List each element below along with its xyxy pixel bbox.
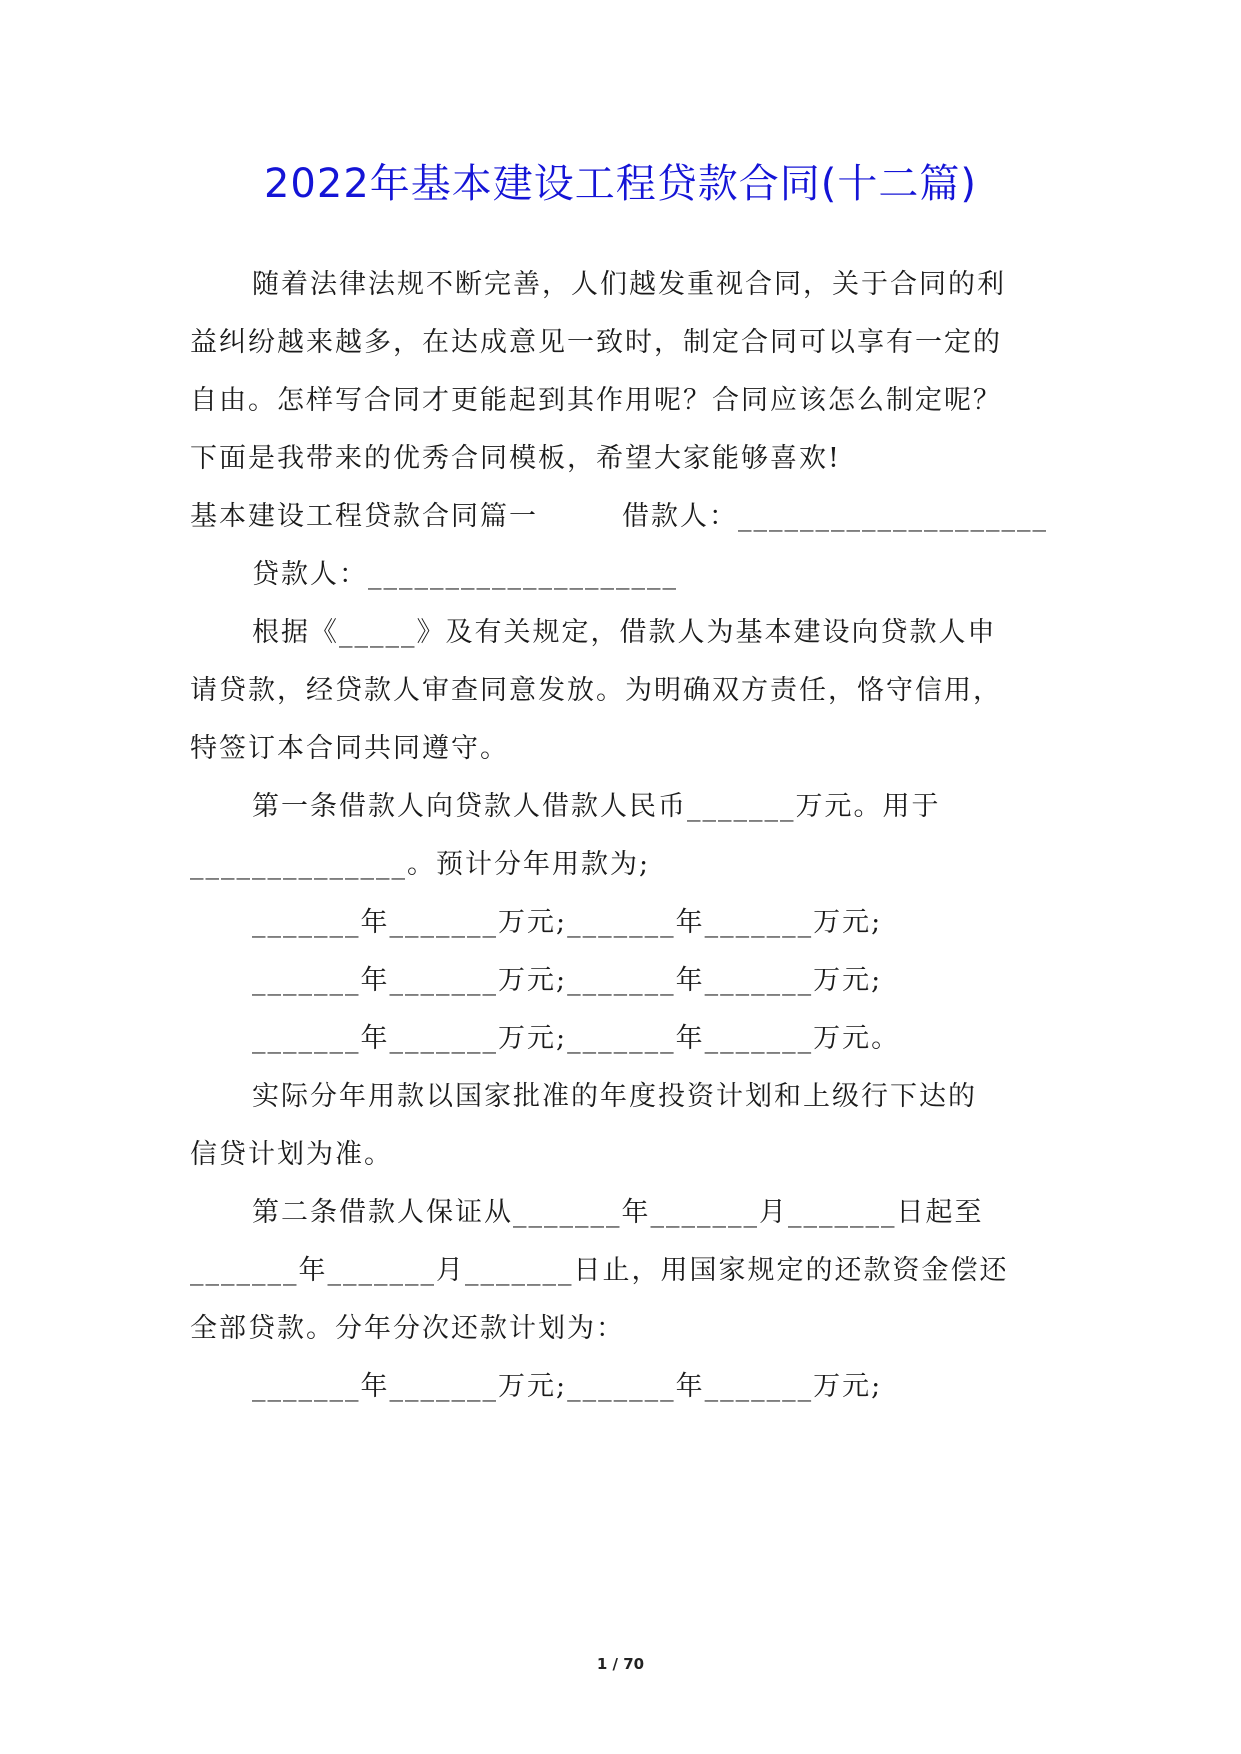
basis-line-1: 根据《_____》及有关规定，借款人为基本建设向贷款人申 — [252, 617, 997, 648]
article2-line-1: 第二条借款人保证从_______年_______月_______日起至 — [252, 1197, 984, 1228]
intro-line-4: 下面是我带来的优秀合同模板，希望大家能够喜欢! — [190, 443, 841, 474]
intro-line-2: 益纠纷越来越多，在达成意见一致时，制定合同可以享有一定的 — [190, 327, 1002, 358]
article2-line-3: 全部贷款。分年分次还款计划为： — [190, 1313, 625, 1344]
intro-line-3: 自由。怎样写合同才更能起到其作用呢？合同应该怎么制定呢？ — [190, 385, 1002, 416]
borrower-field: 借款人：____________________ — [622, 501, 1048, 532]
article1-line-2: ______________。预计分年用款为; — [190, 849, 651, 880]
article2-line-2: _______年_______月_______日止，用国家规定的还款资金偿还 — [190, 1255, 1009, 1286]
intro-line-1: 随着法律法规不断完善，人们越发重视合同，关于合同的利 — [252, 269, 1006, 300]
usage-row: _______年_______万元;_______年_______万元。 — [252, 1023, 901, 1054]
basis-line-2: 请贷款，经贷款人审查同意发放。为明确双方责任，恪守信用， — [190, 675, 1002, 706]
section-heading: 基本建设工程贷款合同篇一 — [190, 501, 538, 532]
document-title: 2022年基本建设工程贷款合同(十二篇) — [263, 161, 977, 207]
actual-line-1: 实际分年用款以国家批准的年度投资计划和上级行下达的 — [252, 1081, 977, 1112]
usage-row: _______年_______万元;_______年_______万元; — [252, 907, 883, 938]
basis-line-3: 特签订本合同共同遵守。 — [190, 733, 509, 764]
actual-line-2: 信贷计划为准。 — [190, 1139, 393, 1170]
page-number: 1 / 70 — [596, 1655, 645, 1673]
repay-row: _______年_______万元;_______年_______万元; — [252, 1371, 883, 1402]
article1-line-1: 第一条借款人向贷款人借款人民币_______万元。用于 — [252, 791, 941, 822]
usage-row: _______年_______万元;_______年_______万元; — [252, 965, 883, 996]
lender-field: 贷款人：____________________ — [252, 559, 678, 590]
